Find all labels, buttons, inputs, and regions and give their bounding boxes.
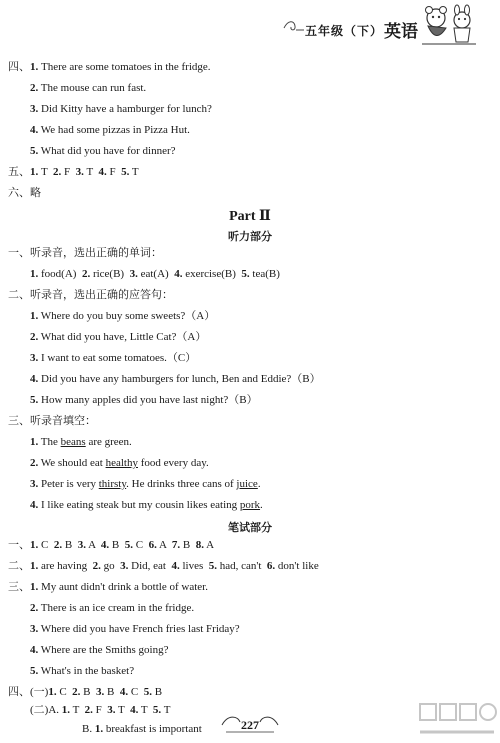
answer-line bbox=[30, 393, 258, 407]
answer-text: T bbox=[115, 704, 131, 716]
answer-line bbox=[8, 165, 139, 179]
item-number: 3. bbox=[30, 103, 39, 115]
item-number: 7. bbox=[171, 539, 181, 551]
answer-text: 六、略 bbox=[8, 187, 41, 199]
item-number: 1. bbox=[30, 581, 39, 593]
item-number: 3. bbox=[77, 539, 86, 551]
answer-text: I like eating steak but my cousin likes eating bbox=[38, 499, 240, 511]
answer-text: lives bbox=[179, 560, 209, 572]
answer-text: Where are the Smiths going? bbox=[38, 644, 169, 656]
answer-text: food(A) bbox=[38, 268, 82, 280]
item-number: 4. bbox=[30, 124, 39, 136]
item-number: 1. bbox=[30, 268, 39, 280]
item-number: 4. bbox=[174, 268, 183, 280]
answer-text: Did Kitty have a hamburger for lunch? bbox=[38, 103, 212, 115]
item-number: 1. bbox=[30, 539, 39, 551]
item-number: 4. bbox=[130, 704, 139, 716]
answer-text: T bbox=[83, 166, 99, 178]
answer-line bbox=[8, 685, 162, 699]
item-number: 1. bbox=[61, 704, 71, 716]
item-number: 5. bbox=[30, 145, 39, 157]
answer-text: B bbox=[104, 686, 120, 698]
item-number: 2. bbox=[53, 166, 62, 178]
item-number: 6. bbox=[148, 539, 157, 551]
item-number: 3. bbox=[75, 166, 84, 178]
answer-text: F bbox=[106, 166, 122, 178]
answer-text: F bbox=[61, 166, 76, 178]
filled-answer: healthy bbox=[105, 457, 138, 469]
answer-text: eat(A) bbox=[137, 268, 175, 280]
answer-text: food every day. bbox=[137, 457, 209, 469]
item-number: 4. bbox=[98, 166, 107, 178]
answer-text: . bbox=[260, 499, 263, 511]
page-header bbox=[0, 0, 500, 52]
item-number: 3. bbox=[30, 352, 39, 364]
item-number: 4. bbox=[30, 373, 39, 385]
answer-text: T bbox=[129, 166, 139, 178]
part-title: Part Ⅱ bbox=[229, 209, 271, 224]
item-number: 3. bbox=[129, 268, 138, 280]
answer-line bbox=[30, 309, 215, 323]
item-number: 5. bbox=[152, 704, 162, 716]
answer-text: We had some pizzas in Pizza Hut. bbox=[38, 124, 190, 136]
answer-text: 三、 bbox=[8, 581, 30, 593]
filled-answer: juice bbox=[236, 478, 258, 490]
answer-text: A bbox=[156, 539, 172, 551]
item-number: 2. bbox=[30, 457, 39, 469]
answer-text: (二)A. bbox=[30, 704, 62, 716]
answer-text: The bbox=[38, 436, 61, 448]
item-number: 2. bbox=[72, 686, 81, 698]
answer-line bbox=[30, 330, 206, 344]
item-number: 4. bbox=[171, 560, 180, 572]
answer-text: are having bbox=[38, 560, 93, 572]
answer-line bbox=[8, 186, 41, 200]
answer-text: 一、听录音，选出正确的单词： bbox=[8, 247, 162, 259]
answer-text: What did you have for dinner? bbox=[38, 145, 176, 157]
answer-text: Where did you have French fries last Friday? bbox=[38, 623, 240, 635]
item-number: 2. bbox=[30, 331, 39, 343]
answer-line bbox=[30, 456, 209, 470]
answer-line bbox=[30, 372, 321, 386]
answer-line bbox=[30, 622, 240, 636]
answer-text: B bbox=[109, 539, 125, 551]
answer-text: exercise(B) bbox=[182, 268, 242, 280]
answer-line bbox=[30, 664, 134, 678]
answer-text: 三、听录音填空： bbox=[8, 415, 96, 427]
item-number: 2. bbox=[81, 268, 91, 280]
answer-text: . He drinks three cans of bbox=[126, 478, 237, 490]
answer-text: 一、 bbox=[8, 539, 30, 551]
item-number: 1. bbox=[30, 166, 39, 178]
answer-text: C bbox=[56, 686, 73, 698]
answer-line bbox=[30, 351, 196, 365]
answer-text: My aunt didn't drink a bottle of water. bbox=[38, 581, 208, 593]
answer-line bbox=[30, 144, 176, 158]
answer-text: tea(B) bbox=[249, 268, 280, 280]
answer-text: C bbox=[128, 686, 144, 698]
page-number: 227 bbox=[241, 718, 259, 732]
item-number: 3. bbox=[120, 560, 129, 572]
answer-text: are green. bbox=[85, 436, 132, 448]
answer-text: go bbox=[100, 560, 121, 572]
answer-text: There is an ice cream in the fridge. bbox=[38, 602, 195, 614]
answer-line bbox=[30, 498, 263, 512]
writing-section-title: 笔试部分 bbox=[228, 522, 272, 534]
answer-text: B. bbox=[82, 723, 95, 735]
item-number: 1. bbox=[48, 686, 57, 698]
item-number: 4. bbox=[30, 644, 39, 656]
item-number: 1. bbox=[94, 723, 104, 735]
item-number: 5. bbox=[124, 539, 134, 551]
answer-line bbox=[30, 102, 212, 116]
answer-text: Did you have any hamburgers for lunch, Ben and Eddie?（B） bbox=[38, 373, 321, 385]
filled-answer: thirsty bbox=[98, 478, 127, 490]
swirl-decoration-icon bbox=[282, 18, 306, 34]
answer-text: B bbox=[80, 686, 97, 698]
answer-line bbox=[82, 722, 202, 736]
answer-text: 五、 bbox=[8, 166, 30, 178]
answer-text: What did you have, Little Cat?（A） bbox=[38, 331, 207, 343]
answer-text: B bbox=[62, 539, 78, 551]
item-number: 1. bbox=[30, 61, 39, 73]
answer-line bbox=[8, 538, 214, 552]
answer-text: A bbox=[85, 539, 101, 551]
answer-line bbox=[30, 123, 190, 137]
answer-text: T bbox=[38, 166, 54, 178]
answer-line bbox=[30, 435, 132, 449]
answer-line bbox=[8, 60, 211, 74]
answer-text: Peter is very bbox=[38, 478, 99, 490]
item-number: 2. bbox=[30, 82, 39, 94]
answer-text: Did, eat bbox=[128, 560, 172, 572]
item-number: 1. bbox=[30, 310, 39, 322]
answer-text: I want to eat some tomatoes.（C） bbox=[38, 352, 197, 364]
answer-text: T bbox=[138, 704, 153, 716]
answer-text: A bbox=[203, 539, 215, 551]
answer-text: There are some tomatoes in the fridge. bbox=[38, 61, 211, 73]
answer-line bbox=[8, 246, 162, 260]
answer-text: We should eat bbox=[38, 457, 106, 469]
item-number: 1. bbox=[30, 436, 39, 448]
answer-text: C bbox=[133, 539, 149, 551]
header-grade: 五年级（下） bbox=[305, 24, 384, 38]
answer-text: What's in the basket? bbox=[38, 665, 135, 677]
item-number: 3. bbox=[30, 478, 39, 490]
answer-line bbox=[8, 414, 96, 428]
item-number: 6. bbox=[266, 560, 276, 572]
answer-text: The mouse can run fast. bbox=[38, 82, 147, 94]
item-number: 5. bbox=[30, 665, 39, 677]
item-number: 2. bbox=[53, 539, 63, 551]
answer-line bbox=[8, 580, 208, 594]
item-number: 4. bbox=[119, 686, 129, 698]
item-number: 2. bbox=[84, 704, 93, 716]
item-number: 5. bbox=[121, 166, 130, 178]
item-number: 4. bbox=[30, 499, 39, 511]
item-number: 3. bbox=[96, 686, 105, 698]
answer-text: 四、 bbox=[8, 61, 30, 73]
answer-line bbox=[30, 477, 261, 491]
answer-line bbox=[30, 643, 168, 657]
answer-text: 二、听录音，选出正确的应答句： bbox=[8, 289, 173, 301]
item-number: 3. bbox=[30, 623, 39, 635]
answer-line bbox=[30, 81, 146, 95]
item-number: 5. bbox=[241, 268, 250, 280]
answer-text: How many apples did you have last night?（B） bbox=[38, 394, 258, 406]
answer-text: rice(B) bbox=[90, 268, 130, 280]
bear-mascot-icon bbox=[418, 4, 480, 48]
answer-text: had, can't bbox=[216, 560, 267, 572]
answer-text: don't like bbox=[275, 560, 319, 572]
answer-text: . bbox=[257, 478, 261, 490]
answer-line bbox=[30, 703, 170, 717]
filled-answer: pork bbox=[239, 499, 261, 511]
answer-text: B bbox=[151, 686, 163, 698]
answer-text: 二、 bbox=[8, 560, 30, 572]
item-number: 2. bbox=[92, 560, 101, 572]
answer-text: F bbox=[92, 704, 108, 716]
answer-text: B bbox=[180, 539, 196, 551]
answer-line bbox=[30, 267, 280, 281]
item-number: 5. bbox=[208, 560, 217, 572]
answer-line bbox=[8, 288, 173, 302]
item-number: 2. bbox=[30, 602, 39, 614]
answer-line bbox=[8, 559, 319, 573]
header-subject: 英语 bbox=[384, 22, 418, 41]
answer-text: C bbox=[38, 539, 54, 551]
watermark-logo-icon bbox=[418, 700, 498, 740]
item-number: 4. bbox=[100, 539, 110, 551]
listening-section-title: 听力部分 bbox=[228, 231, 272, 243]
item-number: 8. bbox=[195, 539, 204, 551]
item-number: 5. bbox=[30, 394, 39, 406]
answer-text: Where do you buy some sweets?（A） bbox=[38, 310, 216, 322]
item-number: 5. bbox=[143, 686, 152, 698]
filled-answer: beans bbox=[60, 436, 86, 448]
answer-text: T bbox=[161, 704, 171, 716]
answer-line bbox=[30, 601, 194, 615]
answer-text: 四、(一) bbox=[8, 686, 49, 698]
item-number: 1. bbox=[30, 560, 39, 572]
item-number: 3. bbox=[107, 704, 116, 716]
answer-text: breakfast is important bbox=[103, 723, 202, 735]
answer-text: T bbox=[70, 704, 85, 716]
